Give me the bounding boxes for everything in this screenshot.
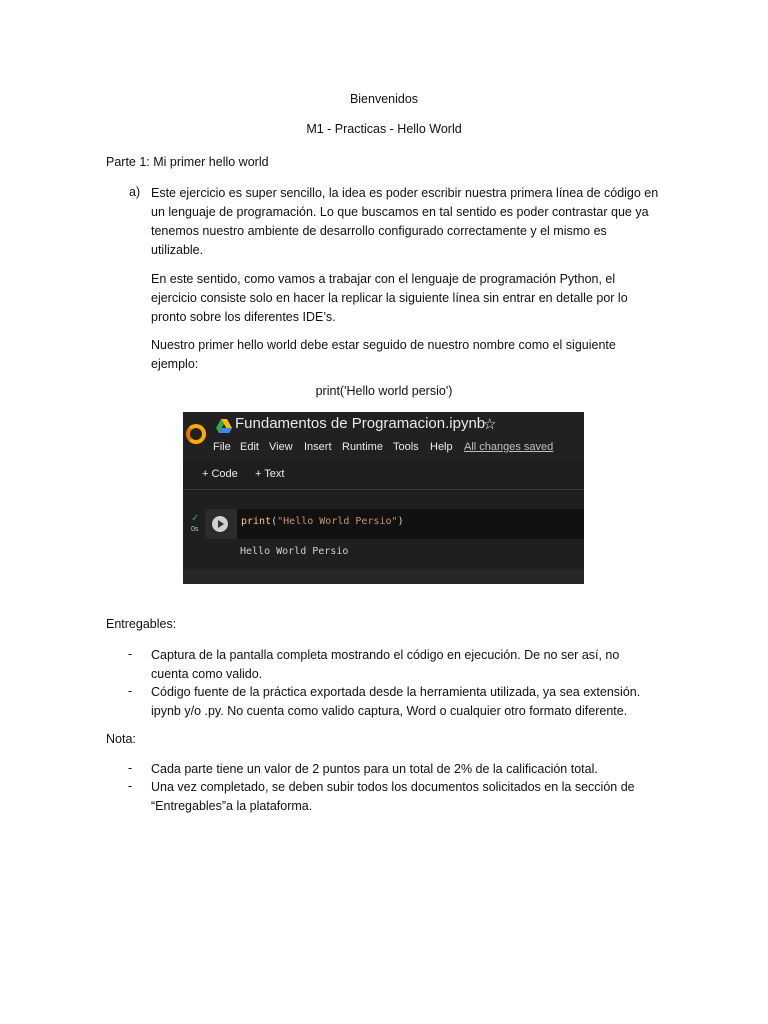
document-subtitle: M1 - Practicas - Hello World	[306, 122, 462, 136]
colab-logo-icon	[186, 424, 206, 444]
colab-screenshot	[183, 412, 584, 584]
menu-insert: Insert	[304, 441, 332, 453]
cell-code	[241, 516, 404, 527]
paragraph-line: tenemos nuestro ambiente de desarrollo configurado correctamente y el mismo es	[151, 224, 607, 238]
code-function: print	[241, 516, 272, 527]
menu-runtime: Runtime	[342, 441, 383, 453]
cell-output: Hello World Persio	[240, 546, 349, 557]
bullet: -	[128, 761, 133, 775]
deliverables-title: Entregables:	[106, 617, 177, 631]
star-icon: ☆	[483, 416, 497, 433]
deliverable-item-1	[151, 646, 666, 684]
menu-file: File	[213, 441, 231, 453]
menu-help: Help	[430, 441, 453, 453]
check-icon: ✓	[191, 513, 200, 524]
deliverable-item-2	[151, 683, 666, 721]
paragraph-line: ejercicio consiste solo en hacer la replicar la siguiente línea sin entrar en detalle por lo	[151, 291, 628, 305]
add-text-button: + Text	[255, 468, 285, 480]
paragraph-line: pronto sobre los diferentes IDE’s.	[151, 310, 336, 324]
item-label-a: a)	[129, 185, 141, 199]
paragraph-line: Código fuente de la práctica exportada desde la herramienta utilizada, ya sea extensión.	[151, 685, 641, 699]
paragraph-line: “Entregables”a la plataforma.	[151, 799, 313, 813]
document-heading: Bienvenidos	[349, 92, 419, 106]
run-cell-icon	[212, 516, 228, 532]
paragraph-python	[151, 270, 666, 327]
paragraph-line: utilizable.	[151, 243, 204, 257]
bullet: -	[128, 684, 133, 698]
paragraph-line: Este ejercicio es super sencillo, la idea es poder escribir nuestra primera línea de código en	[151, 186, 659, 200]
execution-time: 0s	[191, 526, 199, 533]
example-code-line: print('Hello world persio')	[315, 384, 453, 398]
saved-status: All changes saved	[464, 441, 554, 453]
note-title: Nota:	[106, 732, 136, 746]
paragraph-line: cuenta como valido.	[151, 667, 263, 681]
menu-edit: Edit	[240, 441, 259, 453]
note-item-1: Cada parte tiene un valor de 2 puntos para un total de 2% de la calificación total.	[151, 762, 598, 776]
bullet: -	[128, 647, 133, 661]
notebook-title: Fundamentos de Programacion.ipynb	[235, 415, 486, 432]
code-paren-open: (	[271, 516, 278, 527]
screenshot-bottom-strip	[183, 569, 584, 584]
code-paren-close: )	[397, 516, 404, 527]
code-string: "Hello World Persio"	[277, 516, 398, 527]
paragraph-line: Nuestro primer hello world debe estar seguido de nuestro nombre como el siguiente	[151, 338, 616, 352]
paragraph-example	[151, 336, 666, 374]
colab-toolbar	[183, 462, 584, 490]
menu-view: View	[269, 441, 293, 453]
bullet: -	[128, 779, 133, 793]
paragraph-line: un lenguaje de programación. Lo que buscamos en tal sentido es poder contrastar que ya	[151, 205, 649, 219]
menu-tools: Tools	[393, 441, 419, 453]
paragraph-line: Una vez completado, se deben subir todos los documentos solicitados en la sección de	[151, 780, 635, 794]
paragraph-line: Captura de la pantalla completa mostrando el código en ejecución. De no ser así, no	[151, 648, 620, 662]
paragraph-line: ipynb y/o .py. No cuenta como valido captura, Word o cualquier otro formato diferente.	[151, 704, 628, 718]
paragraph-intro	[151, 184, 666, 260]
paragraph-line: ejemplo:	[151, 357, 199, 371]
paragraph-line: En este sentido, como vamos a trabajar con el lenguaje de programación Python, el	[151, 272, 616, 286]
add-code-button: + Code	[202, 468, 238, 480]
part1-title: Parte 1: Mi primer hello world	[106, 155, 269, 169]
drive-icon	[216, 419, 232, 433]
note-item-2	[151, 778, 666, 816]
